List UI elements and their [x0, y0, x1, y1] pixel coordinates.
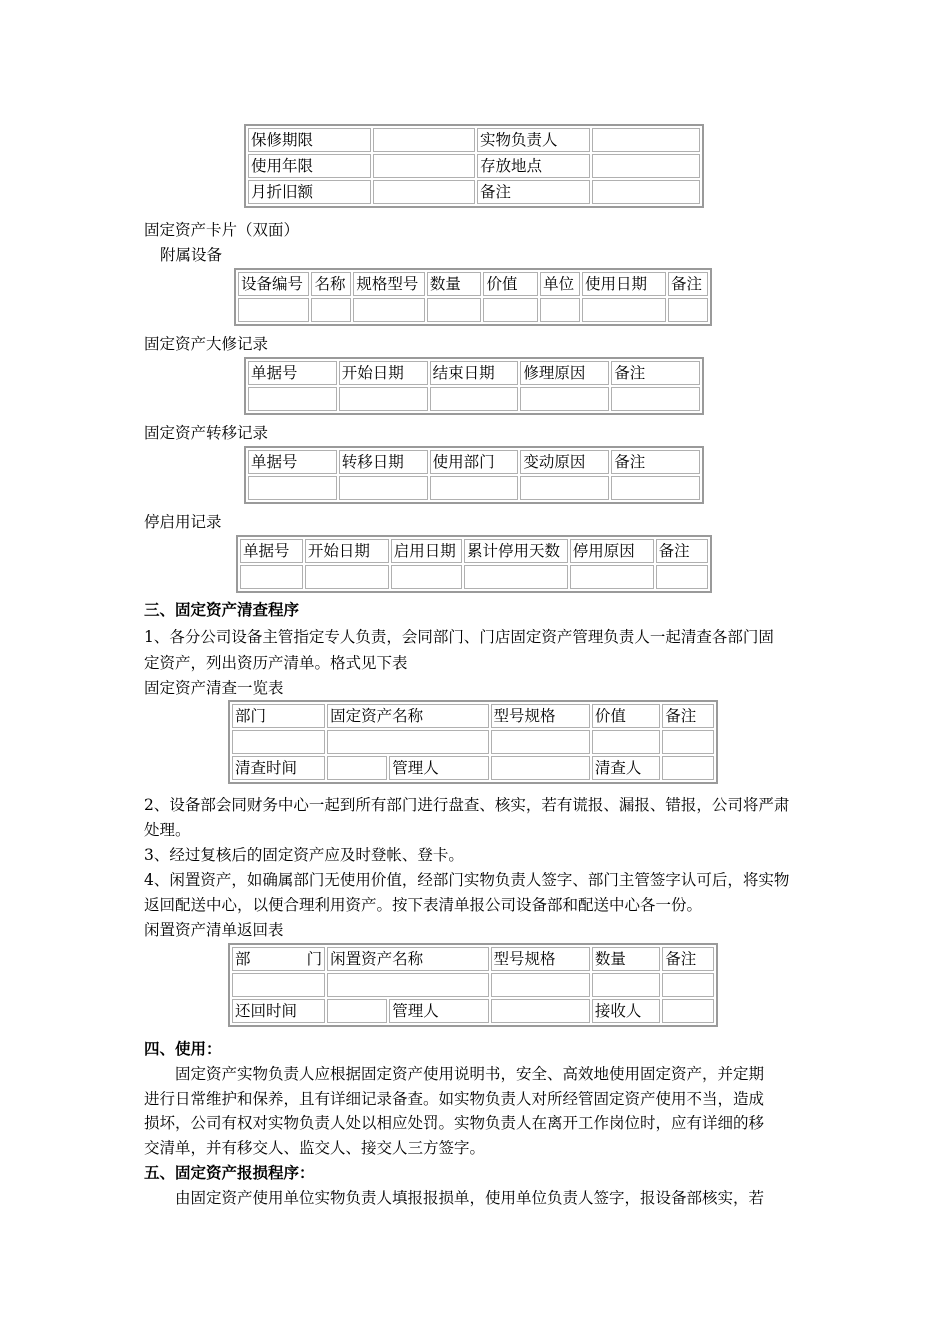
table-cell: 管理人 [389, 756, 488, 780]
table-cell [582, 298, 666, 322]
table-cell [662, 730, 714, 754]
section4-line4: 交清单，并有移交人、监交人、接交人三方签字。 [144, 1139, 486, 1157]
table-cell [327, 973, 488, 997]
table-cell [592, 973, 660, 997]
table-row [240, 565, 708, 589]
table-cell [238, 298, 309, 322]
column-header: 使用日期 [582, 272, 666, 296]
table-row [248, 128, 700, 152]
table-cell: 使用年限 [248, 154, 371, 178]
table-cell [327, 756, 387, 780]
table-cell: 清查人 [592, 756, 660, 780]
column-header: 型号规格 [491, 947, 590, 971]
table-header-row [238, 272, 708, 296]
column-header: 单据号 [248, 361, 337, 385]
section5-line1: 由固定资产使用单位实物负责人填报报损单，使用单位负责人签字，报设备部核实，若 [144, 1189, 765, 1207]
table-cell [662, 999, 714, 1023]
table-cell [373, 128, 475, 152]
column-header: 价值 [483, 272, 538, 296]
transfer-title: 固定资产转移记录 [144, 424, 269, 442]
table-cell [520, 476, 609, 500]
section3-para2-line2: 处理。 [144, 821, 191, 839]
table-cell [373, 180, 475, 204]
column-header: 名称 [311, 272, 351, 296]
section4-heading: 四、使用： [144, 1039, 222, 1058]
table-cell: 保修期限 [248, 128, 371, 152]
card-title: 固定资产卡片（双面） [144, 221, 300, 239]
section4-line1: 固定资产实物负责人应根据固定资产使用说明书，安全、高效地使用固定资产，并定期 [144, 1065, 765, 1083]
table-row [248, 180, 700, 204]
table-cell [491, 756, 590, 780]
section3-para3: 3、经过复核后的固定资产应及时登帐、登卡。 [144, 846, 464, 864]
table-cell [430, 387, 519, 411]
table-row [248, 154, 700, 178]
suspend-title: 停启用记录 [144, 513, 222, 531]
column-header: 备注 [656, 539, 708, 563]
section4-line3: 损坏，公司有权对实物负责人处以相应处罚。实物负责人在离开工作岗位时，应有详细的移 [144, 1114, 765, 1132]
column-header: 设备编号 [238, 272, 309, 296]
section3-para2-line1: 2、设备部会同财务中心一起到所有部门进行盘查、核实，若有谎报、漏报、错报，公司将严肃 [144, 796, 790, 814]
column-header [232, 947, 325, 971]
idle-title: 闲置资产清单返回表 [144, 921, 284, 939]
table-cell [483, 298, 538, 322]
table-cell [464, 565, 568, 589]
column-header: 备注 [668, 272, 708, 296]
table-cell [427, 298, 482, 322]
column-header: 闲置资产名称 [327, 947, 488, 971]
table-cell [311, 298, 351, 322]
section3-para1-line1: 1、各分公司设备主管指定专人负责，会同部门、门店固定资产管理负责人一起清查各部门固 [144, 628, 774, 646]
transfer-record-table [244, 446, 704, 504]
table-cell [662, 973, 714, 997]
table-cell [570, 565, 654, 589]
table-cell: 接收人 [592, 999, 660, 1023]
section5-heading: 五、固定资产报损程序： [144, 1163, 315, 1182]
table-cell: 管理人 [389, 999, 488, 1023]
section3-para4-line2: 返回配送中心，以便合理利用资产。按下表清单报公司设备部和配送中心各一份。 [144, 896, 703, 914]
table-header-row [248, 450, 700, 474]
attached-label: 附属设备 [160, 246, 223, 264]
table-cell [232, 730, 325, 754]
dept-header-left: 部 [235, 950, 251, 968]
table-row [232, 730, 714, 754]
table-row [238, 298, 708, 322]
column-header: 型号规格 [491, 704, 590, 728]
section3-para4-line1: 4、闲置资产，如确属部门无使用价值，经部门实物负责人签字、部门主管签字认可后，将实物 [144, 871, 790, 889]
column-header: 数量 [427, 272, 482, 296]
column-header: 单据号 [240, 539, 303, 563]
table-cell: 清查时间 [232, 756, 325, 780]
attached-equipment-table [234, 268, 712, 326]
table-cell [491, 999, 590, 1023]
column-header: 单位 [540, 272, 580, 296]
column-header: 备注 [662, 704, 714, 728]
table-header-row [232, 704, 714, 728]
table-cell [656, 565, 708, 589]
table-cell [668, 298, 708, 322]
column-header: 停用原因 [570, 539, 654, 563]
table-cell [248, 476, 337, 500]
table-cell [327, 999, 387, 1023]
section4-line2: 进行日常维护和保养，且有详细记录备查。如实物负责人对所经管固定资产使用不当，造成 [144, 1090, 765, 1108]
overhaul-record-table [244, 357, 704, 415]
table-footer-row [232, 999, 714, 1023]
column-header: 备注 [611, 361, 700, 385]
table-row [232, 973, 714, 997]
table-cell [540, 298, 580, 322]
table-cell [232, 973, 325, 997]
table-cell: 实物负责人 [477, 128, 590, 152]
column-header: 启用日期 [391, 539, 462, 563]
table-cell: 还回时间 [232, 999, 325, 1023]
section3-para1-line2: 定资产，列出资历产清单。格式见下表 [144, 654, 408, 672]
column-header: 备注 [611, 450, 700, 474]
column-header: 累计停用天数 [464, 539, 568, 563]
asset-info-table [244, 124, 704, 208]
suspend-record-table [236, 535, 712, 593]
column-header: 修理原因 [520, 361, 609, 385]
table-cell [339, 476, 428, 500]
table-row [248, 387, 700, 411]
table-cell [353, 298, 424, 322]
column-header: 使用部门 [430, 450, 519, 474]
overhaul-title: 固定资产大修记录 [144, 335, 269, 353]
column-header: 部门 [232, 704, 325, 728]
column-header: 单据号 [248, 450, 337, 474]
inventory-title: 固定资产清查一览表 [144, 679, 284, 697]
table-cell: 备注 [477, 180, 590, 204]
table-header-row [232, 947, 714, 971]
table-cell [491, 730, 590, 754]
column-header: 固定资产名称 [327, 704, 488, 728]
table-cell [373, 154, 475, 178]
table-cell [491, 973, 590, 997]
table-cell [248, 387, 337, 411]
table-cell [592, 730, 660, 754]
table-cell [327, 730, 488, 754]
table-cell [240, 565, 303, 589]
table-cell [520, 387, 609, 411]
table-footer-row [232, 756, 714, 780]
table-cell [305, 565, 389, 589]
table-header-row [248, 361, 700, 385]
column-header: 结束日期 [430, 361, 519, 385]
column-header: 开始日期 [305, 539, 389, 563]
column-header: 数量 [592, 947, 660, 971]
table-cell [592, 128, 700, 152]
dept-header-right: 门 [306, 950, 323, 968]
column-header: 开始日期 [339, 361, 428, 385]
table-cell [391, 565, 462, 589]
table-header-row [240, 539, 708, 563]
table-cell: 存放地点 [477, 154, 590, 178]
column-header: 变动原因 [520, 450, 609, 474]
table-cell: 月折旧额 [248, 180, 371, 204]
column-header: 转移日期 [339, 450, 428, 474]
idle-asset-table [228, 943, 718, 1027]
column-header: 价值 [592, 704, 660, 728]
table-cell [339, 387, 428, 411]
inventory-table [228, 700, 718, 784]
column-header: 备注 [662, 947, 714, 971]
table-row [248, 476, 700, 500]
column-header: 规格型号 [353, 272, 424, 296]
table-cell [592, 154, 700, 178]
section3-heading: 三、固定资产清查程序 [144, 600, 300, 619]
table-cell [592, 180, 700, 204]
table-cell [662, 756, 714, 780]
table-cell [430, 476, 519, 500]
table-cell [611, 387, 700, 411]
table-cell [611, 476, 700, 500]
